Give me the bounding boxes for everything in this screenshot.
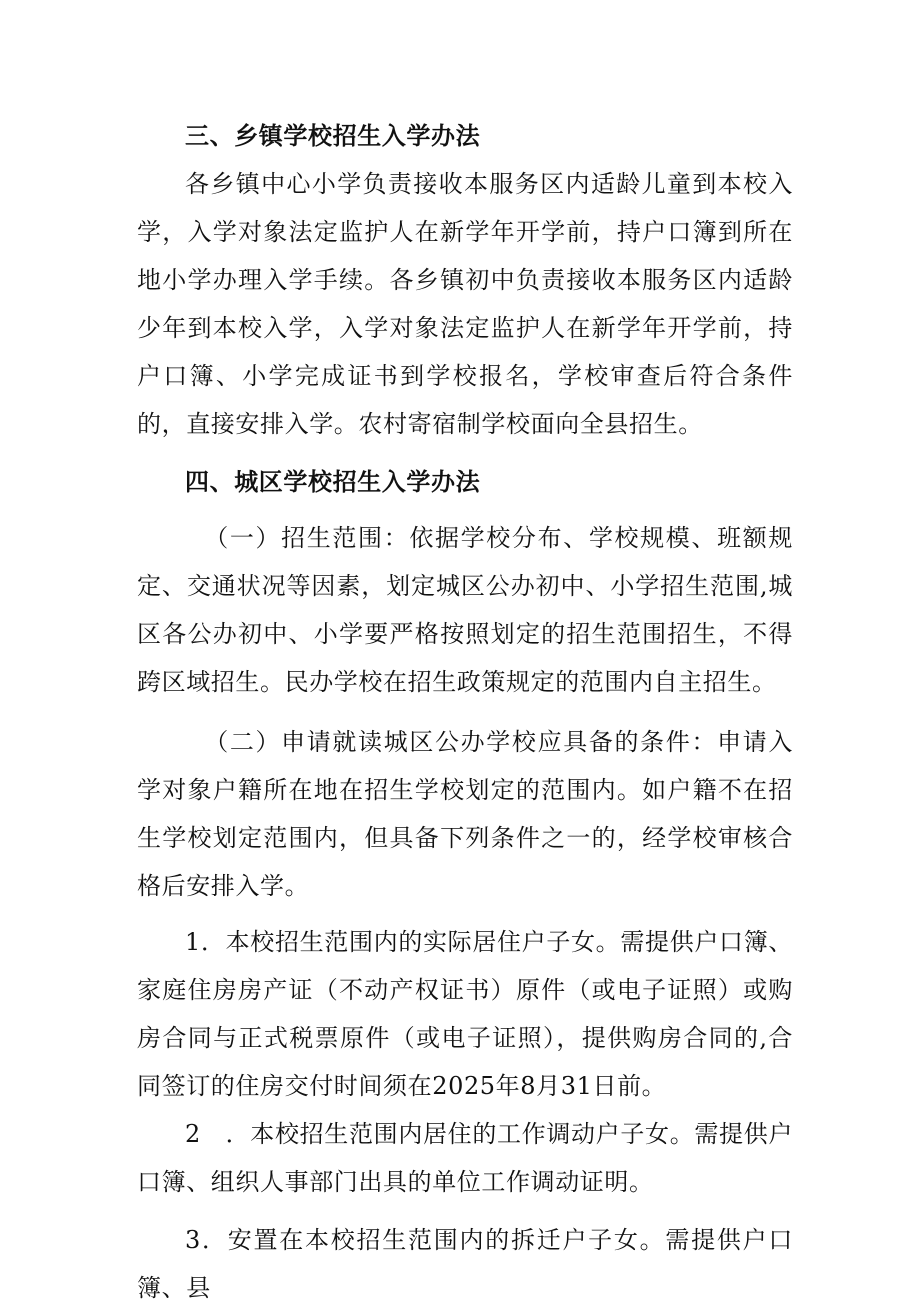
condition-1-paragraph: 1．本校招生范围内的实际居住户子女。需提供户口簿、家庭住房房产证（不动产权证书）原件（或电子证照）或购房合同与正式税票原件（或电子证照），提供购房合同的,合同签订的住房交付时间须在2025年8月31日前。 (137, 928, 793, 1100)
section-3-paragraph: 各乡镇中心小学负责接收本服务区内适龄儿童到本校入学，入学对象法定监护人在新学年开学前，持户口簿到所在地小学办理入学手续。各乡镇初中负责接收本服务区内适龄少年到本校入学，入学对象法定监护人在新学年开学前，持户口簿、小学完成证书到学校报名，学校审查后符合条件的，直接安排入学。农村寄宿制学校面向全县招生。 (137, 170, 793, 438)
section-4-heading: 四、城区学校招生入学办法 (185, 468, 481, 496)
condition-2-paragraph: 2 ．本校招生范围内居住的工作调动户子女。需提供户口簿、组织人事部门出具的单位工作调动证明。 (137, 1120, 793, 1196)
section-3-heading: 三、乡镇学校招生入学办法 (185, 122, 481, 150)
section-4-item-2-paragraph: （二）申请就读城区公办学校应具备的条件：申请入学对象户籍所在地在招生学校划定的范围内。如户籍不在招生学校划定范围内，但具备下列条件之一的，经学校审核合格后安排入学。 (137, 728, 793, 900)
document-body (137, 112, 793, 1312)
section-4-item-1-paragraph: （一）招生范围：依据学校分布、学校规模、班额规定、交通状况等因素，划定城区公办初中、小学招生范围,城区各公办初中、小学要严格按照划定的招生范围招生，不得跨区域招生。民办学校在招生政策规定的范围内自主招生。 (137, 524, 793, 696)
condition-3-paragraph: 3．安置在本校招生范围内的拆迁户子女。需提供户口簿、县 (137, 1226, 793, 1302)
